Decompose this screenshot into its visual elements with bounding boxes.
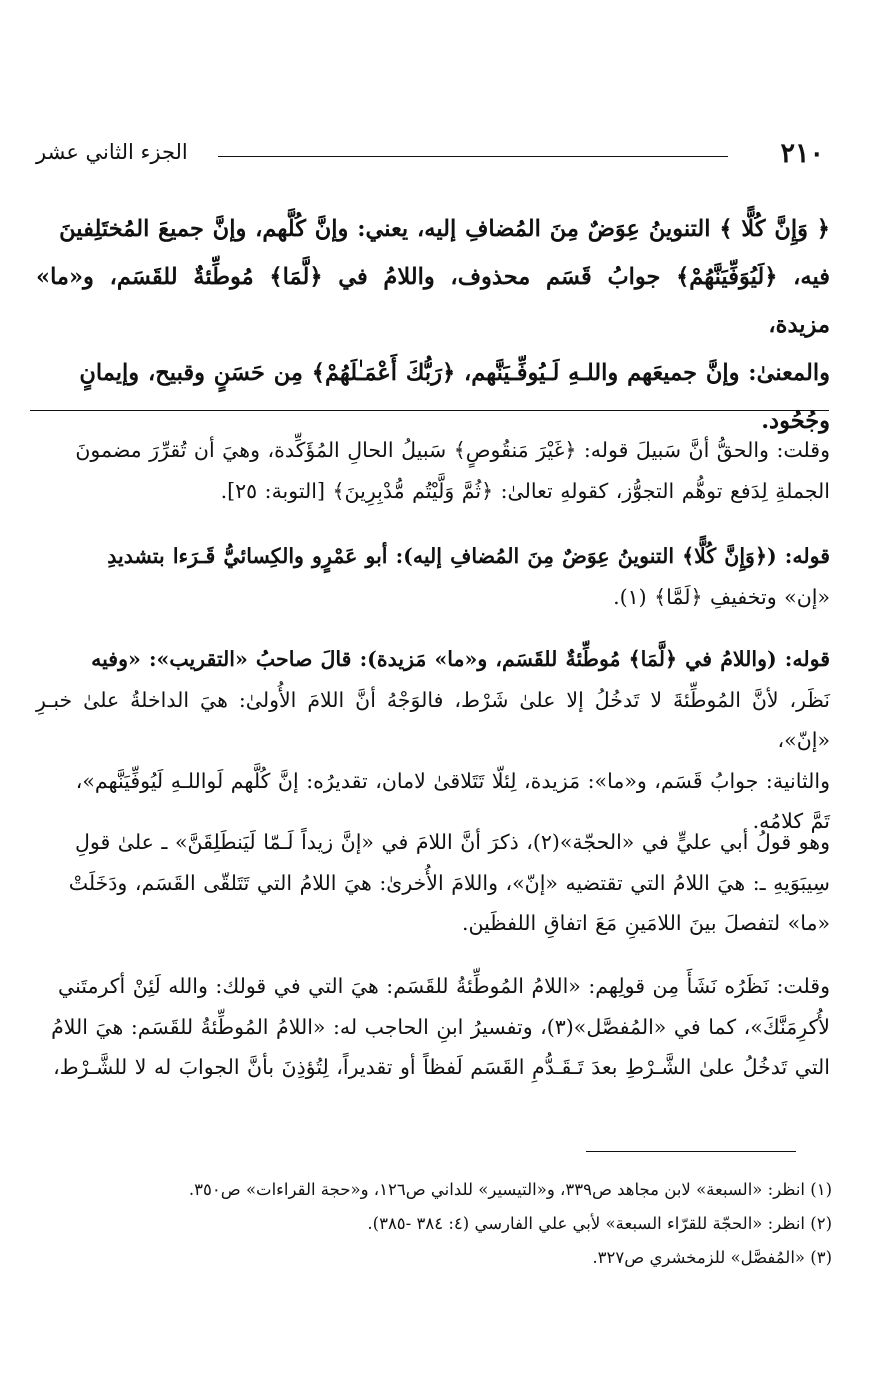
commentary-paragraph-1 — [36, 430, 830, 511]
commentary-line: والثانية: جوابُ قَسَم، و«ما»: مَزيدة، لِئلّا تَتَلاقىٰ لامان، تقديرُه: إنَّ كُلَّهم لَواللـهِ لَيُوفِّيَنَّهم»، — [75, 768, 830, 793]
commentary-line: «إن» وتخفيفِ ﴿لَمَّا﴾ (١). — [613, 584, 830, 609]
commentary-paragraph-4 — [36, 822, 830, 944]
main-text-line: فيه، ﴿لَيُوَفِّيَنَّهُمْ﴾ جوابُ قَسَم محذوف، واللامُ في ﴿لَّمَا﴾ مُوطِّئةٌ للقَسَم، و«ما» مزيدة، — [36, 264, 830, 338]
footnote-rule — [586, 1151, 796, 1152]
part-title: الجزء الثاني عشر — [36, 140, 188, 164]
commentary-line: التي تَدخُلُ علىٰ الشَّـرْطِ بعدَ تَـقَـدُّمِ القَسَم لَفظاً أو تقديراً، لِتُؤذِنَ بأنَّ الجوابَ له لا للشَّـرْط، — [53, 1055, 830, 1079]
commentary-line: وقلت: والحقُّ أنَّ سَبيلَ قوله: ﴿غَيْرَ مَنقُوصٍ﴾ سَبيلُ الحالِ المُؤَكِّدة، وهيَ أن تُقرِّرَ مضمونَ — [75, 438, 830, 462]
commentary-paragraph-2 — [36, 536, 830, 617]
commentary-line: سِيبَوَيهِ ـ: هيَ اللامُ التي تقتضيه «إنّ»، واللامَ الأُخرىٰ: هيَ اللامُ التي تَتَلقّى القَسَم، ودَخَلَتْ — [68, 870, 830, 895]
main-text-line: والمعنىٰ: وإنَّ جميعَهم واللـهِ لَـيُوفِّـيَنَّهم، ﴿رَبُّكَ أَعْمَـٰلَهُمْ﴾ مِن حَسَنٍ وقبيح، وإيمانٍ — [79, 360, 830, 386]
commentary-paragraph-5 — [36, 966, 830, 1088]
page-number: ٢١٠ — [780, 138, 824, 169]
footnote-2: (٢) انظر: «الحجّة للقرّاء السبعة» لأبي علي الفارسي (٤: ٣٨٤ -٣٨٥). — [367, 1214, 832, 1233]
commentary-line: وهو قولُ أبي عليٍّ في «الحجّة»(٢)، ذكرَ أنَّ اللامَ في «إنَّ زيداً لَـمّا لَيَنطَلِقَنَّ» ـ علىٰ قولِ — [75, 830, 830, 854]
main-text-line: ﴿ وَإِنَّ كُلًّا ﴾ التنوينُ عِوَضٌ مِنَ المُضافِ إليه، يعني: وإنَّ كُلَّهم، وإنَّ جميعَ المُختَلِفينَ — [59, 216, 830, 242]
commentary-line: وقلت: نَظَرُه نَشَأَ مِن قولِهم: «اللامُ المُوطِّئةُ للقَسَم: هيَ التي في قولك: والله لَئِنْ أكرمتَني — [58, 974, 830, 998]
footnote-1: (١) انظر: «السبعة» لابن مجاهد ص٣٣٩، و«التيسير» للداني ص١٢٦، و«حجة القراءات» ص٣٥٠. — [188, 1180, 832, 1199]
commentary-line: «ما» لتفصلَ بينَ اللامَينِ مَعَ اتفاقِ اللفظَين. — [462, 911, 830, 935]
main-text-line: وجُحُود. — [761, 408, 830, 434]
commentary-line: الجملةِ لِدَفع توهُّم التجوُّز، كقولهِ تعالىٰ: ﴿ثُمَّ وَلَّيْتُم مُّدْبِرِينَ﴾ [التوبة: ٢٥]. — [220, 478, 830, 503]
main-text — [36, 205, 830, 445]
footnotes — [36, 1173, 832, 1275]
commentary-line: تَمَّ كلامُه. — [752, 809, 830, 833]
footnote-3: (٣) «المُفصَّل» للزمخشري ص٣٢٧. — [592, 1248, 832, 1267]
commentary-line: قوله: (واللامُ في ﴿لَّمَا﴾ مُوطِّئةٌ للقَسَم، و«ما» مَزيدة): قالَ صاحبُ «التقريب»: «وفيه — [91, 647, 830, 671]
commentary-paragraph-3 — [36, 639, 830, 842]
main-text-separator — [30, 410, 829, 411]
commentary-line: نَظَر، لأنَّ المُوطِّئةَ لا تَدخُلُ إلا علىٰ شَرْط، فالوَجْهُ أنَّ اللامَ الأُولىٰ: هيَ الداخلةُ علىٰ خبـرِ «إنّ»، — [36, 687, 830, 752]
header-rule — [218, 156, 728, 157]
commentary-line: قوله: (﴿وَإِنَّ كُلًّا﴾ التنوينُ عِوَضٌ مِنَ المُضافِ إليه): أبو عَمْرٍو والكِسائيُّ قَـرَءا بتشديدِ — [107, 544, 830, 568]
page-header — [36, 136, 824, 176]
commentary-line: لأُكرِمَنَّكَ»، كما في «المُفصَّل»(٣)، وتفسيرُ ابنِ الحاجب له: «اللامُ المُوطِّئةُ للقَسَم: هيَ اللامُ — [51, 1014, 830, 1039]
